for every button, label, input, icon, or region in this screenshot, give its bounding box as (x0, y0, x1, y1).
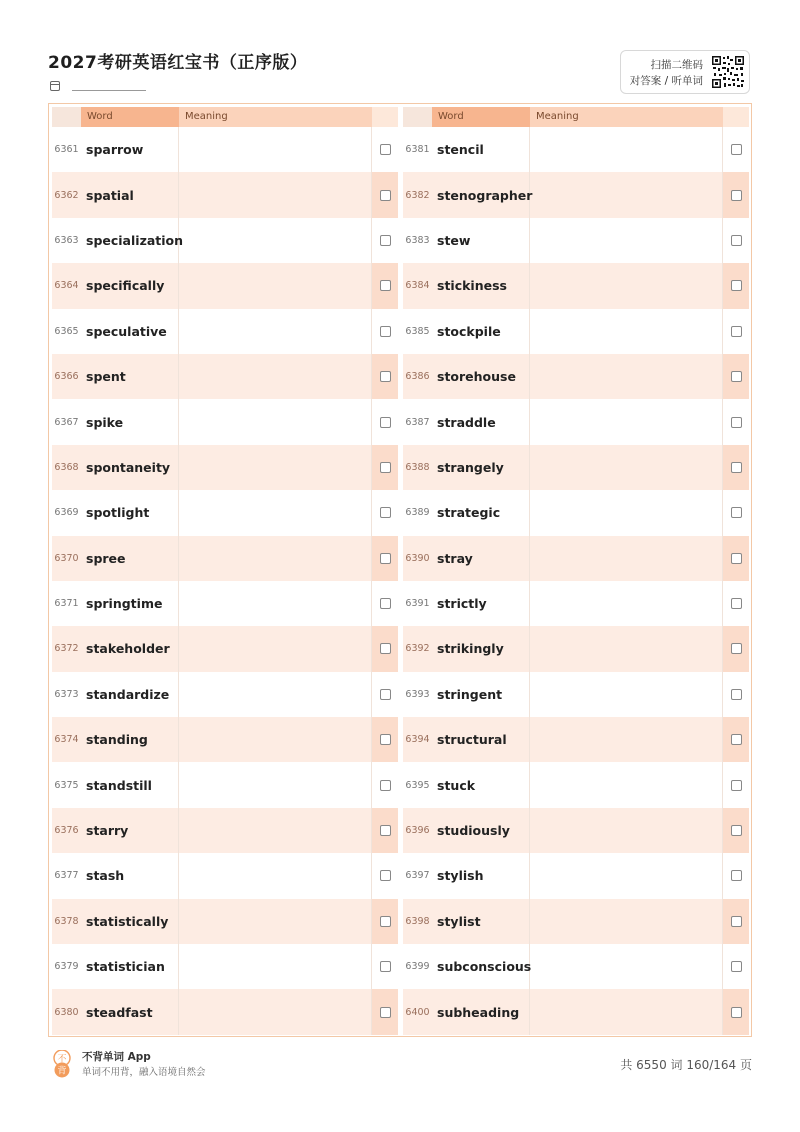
word-number: 6373 (54, 688, 79, 700)
word-number: 6369 (54, 507, 79, 519)
checkbox-icon[interactable] (731, 1007, 742, 1018)
table-row (403, 536, 749, 581)
table-row (52, 989, 398, 1034)
checkbox-icon[interactable] (731, 689, 742, 700)
word-number: 6381 (405, 144, 430, 156)
table-row (403, 218, 749, 263)
footer-slogan: 单词不用背，融入语境自然会 (82, 1067, 206, 1078)
table-row (403, 717, 749, 762)
check-cell (372, 536, 398, 581)
check-cell (723, 490, 749, 535)
word-number: 6379 (54, 961, 79, 973)
meaning-field[interactable] (179, 762, 372, 807)
word-number: 6365 (54, 325, 79, 337)
word-number: 6374 (54, 734, 79, 746)
checkbox-icon[interactable] (380, 507, 391, 518)
header-word: Word (81, 107, 179, 127)
word-text: strangely (432, 445, 530, 490)
checkbox-icon[interactable] (380, 553, 391, 564)
word-text: subconscious (432, 944, 530, 989)
check-cell (372, 672, 398, 717)
table-header (52, 107, 398, 127)
word-number: 6398 (405, 915, 430, 927)
checkbox-icon[interactable] (731, 326, 742, 337)
header-check-cell (723, 107, 749, 127)
page-counter: 共 6550 词 160/164 页 (620, 1058, 752, 1072)
check-cell (723, 218, 749, 263)
word-number: 6378 (54, 915, 79, 927)
table-row (52, 309, 398, 354)
checkbox-icon[interactable] (380, 144, 391, 155)
check-cell (372, 944, 398, 989)
meaning-field[interactable] (530, 808, 723, 853)
check-cell (723, 626, 749, 671)
word-number: 6375 (54, 779, 79, 791)
check-cell (372, 309, 398, 354)
word-number: 6394 (405, 734, 430, 746)
meaning-field[interactable] (530, 581, 723, 626)
table-row (52, 354, 398, 399)
table-row (403, 899, 749, 944)
word-text: steadfast (81, 989, 179, 1034)
word-number: 6400 (405, 1006, 430, 1018)
table-row (403, 127, 749, 172)
table-row (52, 717, 398, 762)
table-header (403, 107, 749, 127)
table-row (403, 309, 749, 354)
check-cell (723, 354, 749, 399)
meaning-field[interactable] (179, 853, 372, 898)
check-cell (372, 581, 398, 626)
check-cell (723, 399, 749, 444)
date-field[interactable] (72, 90, 146, 91)
meaning-field[interactable] (530, 762, 723, 807)
table-row (403, 581, 749, 626)
checkbox-icon[interactable] (731, 280, 742, 291)
check-cell (372, 172, 398, 217)
word-text: statistically (81, 899, 179, 944)
word-number: 6372 (54, 643, 79, 655)
meaning-field[interactable] (179, 172, 372, 217)
word-number: 6391 (405, 598, 430, 610)
check-cell (723, 717, 749, 762)
table-row (403, 762, 749, 807)
checkbox-icon[interactable] (380, 1007, 391, 1018)
word-text: stockpile (432, 309, 530, 354)
word-number: 6388 (405, 461, 430, 473)
word-number: 6370 (54, 552, 79, 564)
table-row (403, 263, 749, 308)
checkbox-icon[interactable] (380, 961, 391, 972)
word-number: 6383 (405, 234, 430, 246)
table-row (52, 127, 398, 172)
word-number: 6371 (54, 598, 79, 610)
word-text: stew (432, 218, 530, 263)
page-title: 2027考研英语红宝书（正序版） (48, 53, 308, 73)
meaning-field[interactable] (179, 672, 372, 717)
word-text: straddle (432, 399, 530, 444)
table-row (52, 853, 398, 898)
checkbox-icon[interactable] (731, 417, 742, 428)
word-number: 6393 (405, 688, 430, 700)
checkbox-icon[interactable] (731, 961, 742, 972)
checkbox-icon[interactable] (731, 371, 742, 382)
meaning-field[interactable] (530, 218, 723, 263)
check-cell (723, 672, 749, 717)
word-number: 6367 (54, 416, 79, 428)
word-number: 6392 (405, 643, 430, 655)
word-number: 6377 (54, 870, 79, 882)
table-row (52, 490, 398, 535)
checkbox-icon[interactable] (380, 190, 391, 201)
meaning-field[interactable] (179, 626, 372, 671)
table-row (52, 399, 398, 444)
word-text: spent (81, 354, 179, 399)
meaning-field[interactable] (530, 445, 723, 490)
word-number: 6361 (54, 144, 79, 156)
word-text: springtime (81, 581, 179, 626)
check-cell (372, 127, 398, 172)
checkbox-icon[interactable] (380, 462, 391, 473)
check-cell (723, 127, 749, 172)
meaning-field[interactable] (530, 899, 723, 944)
checkbox-icon[interactable] (380, 689, 391, 700)
checkbox-icon[interactable] (380, 326, 391, 337)
word-number: 6397 (405, 870, 430, 882)
word-number: 6382 (405, 189, 430, 201)
word-number: 6366 (54, 371, 79, 383)
table-row (403, 853, 749, 898)
checkbox-icon[interactable] (380, 643, 391, 654)
calendar-icon (50, 81, 60, 91)
header-check-cell (372, 107, 398, 127)
check-cell (723, 762, 749, 807)
meaning-field[interactable] (179, 989, 372, 1034)
word-number: 6363 (54, 234, 79, 246)
table-row (52, 808, 398, 853)
check-cell (372, 399, 398, 444)
table-row (52, 581, 398, 626)
table-row (52, 762, 398, 807)
checkbox-icon[interactable] (731, 598, 742, 609)
check-cell (723, 172, 749, 217)
check-cell (372, 354, 398, 399)
check-cell (723, 989, 749, 1034)
word-text: standing (81, 717, 179, 762)
meaning-field[interactable] (530, 717, 723, 762)
checkbox-icon[interactable] (380, 870, 391, 881)
checkbox-icon[interactable] (731, 643, 742, 654)
checkbox-icon[interactable] (731, 916, 742, 927)
table-row (403, 808, 749, 853)
header-num-cell (403, 107, 432, 127)
check-cell (723, 808, 749, 853)
meaning-field[interactable] (530, 399, 723, 444)
table-row (52, 218, 398, 263)
word-text: spatial (81, 172, 179, 217)
word-number: 6380 (54, 1006, 79, 1018)
meaning-field[interactable] (530, 127, 723, 172)
check-cell (372, 263, 398, 308)
word-text: stenographer (432, 172, 530, 217)
checkbox-icon[interactable] (380, 598, 391, 609)
table-row (52, 536, 398, 581)
table-row (52, 445, 398, 490)
table-row (403, 989, 749, 1034)
word-number: 6390 (405, 552, 430, 564)
checkbox-icon[interactable] (731, 235, 742, 246)
check-cell (372, 445, 398, 490)
meaning-field[interactable] (179, 944, 372, 989)
meaning-field[interactable] (179, 490, 372, 535)
word-text: standardize (81, 672, 179, 717)
meaning-field[interactable] (179, 354, 372, 399)
meaning-field[interactable] (179, 309, 372, 354)
meaning-field[interactable] (179, 445, 372, 490)
table-row (403, 490, 749, 535)
table-row (52, 944, 398, 989)
checkbox-icon[interactable] (380, 371, 391, 382)
header-meaning: Meaning (179, 107, 372, 127)
meaning-field[interactable] (179, 127, 372, 172)
table-row (52, 263, 398, 308)
meaning-field[interactable] (179, 218, 372, 263)
word-text: stakeholder (81, 626, 179, 671)
word-text: starry (81, 808, 179, 853)
meaning-field[interactable] (179, 581, 372, 626)
word-text: stash (81, 853, 179, 898)
checkbox-icon[interactable] (731, 870, 742, 881)
checkbox-icon[interactable] (731, 825, 742, 836)
table-row (52, 672, 398, 717)
word-text: strategic (432, 490, 530, 535)
checkbox-icon[interactable] (731, 144, 742, 155)
word-text: strikingly (432, 626, 530, 671)
word-text: spike (81, 399, 179, 444)
footer-app-name: 不背单词 App (82, 1051, 151, 1063)
word-text: spree (81, 536, 179, 581)
word-number: 6395 (405, 779, 430, 791)
check-cell (723, 581, 749, 626)
meaning-field[interactable] (530, 536, 723, 581)
word-text: strictly (432, 581, 530, 626)
word-number: 6385 (405, 325, 430, 337)
date-row (50, 80, 146, 91)
check-cell (372, 762, 398, 807)
word-list-left (52, 127, 398, 1035)
word-number: 6386 (405, 371, 430, 383)
check-cell (723, 309, 749, 354)
word-text: stencil (432, 127, 530, 172)
check-cell (723, 263, 749, 308)
qr-code-icon[interactable] (711, 55, 745, 89)
check-cell (723, 445, 749, 490)
qr-caption (630, 57, 703, 89)
word-text: statistician (81, 944, 179, 989)
check-cell (372, 490, 398, 535)
check-cell (372, 717, 398, 762)
app-logo-icon (52, 1050, 72, 1078)
table-row (52, 899, 398, 944)
meaning-field[interactable] (530, 626, 723, 671)
header-word: Word (432, 107, 530, 127)
word-text: studiously (432, 808, 530, 853)
meaning-field[interactable] (179, 399, 372, 444)
meaning-field[interactable] (530, 172, 723, 217)
word-text: spontaneity (81, 445, 179, 490)
checkbox-icon[interactable] (380, 235, 391, 246)
word-text: stylish (432, 853, 530, 898)
header-meaning: Meaning (530, 107, 723, 127)
word-text: stickiness (432, 263, 530, 308)
word-text: spotlight (81, 490, 179, 535)
check-cell (372, 218, 398, 263)
word-number: 6384 (405, 280, 430, 292)
word-number: 6396 (405, 825, 430, 837)
check-cell (723, 853, 749, 898)
meaning-field[interactable] (530, 853, 723, 898)
word-number: 6389 (405, 507, 430, 519)
meaning-field[interactable] (179, 717, 372, 762)
checkbox-icon[interactable] (380, 734, 391, 745)
meaning-field[interactable] (530, 944, 723, 989)
check-cell (372, 989, 398, 1034)
word-text: stray (432, 536, 530, 581)
checkbox-icon[interactable] (380, 417, 391, 428)
qr-caption-line2: 对答案 / 听单词 (629, 75, 703, 87)
table-row (403, 944, 749, 989)
meaning-field[interactable] (530, 309, 723, 354)
meaning-field[interactable] (530, 263, 723, 308)
meaning-field[interactable] (530, 490, 723, 535)
check-cell (372, 899, 398, 944)
word-text: storehouse (432, 354, 530, 399)
word-text: subheading (432, 989, 530, 1034)
table-row (403, 672, 749, 717)
checkbox-icon[interactable] (731, 507, 742, 518)
meaning-field[interactable] (179, 536, 372, 581)
word-list-right (403, 127, 749, 1035)
word-panel-left (52, 107, 398, 1035)
word-text: sparrow (81, 127, 179, 172)
checkbox-icon[interactable] (731, 734, 742, 745)
checkbox-icon[interactable] (731, 553, 742, 564)
header-num-cell (52, 107, 81, 127)
checkbox-icon[interactable] (380, 916, 391, 927)
word-text: stuck (432, 762, 530, 807)
word-text: structural (432, 717, 530, 762)
table-row (403, 354, 749, 399)
word-text: specialization (81, 218, 179, 263)
word-number: 6364 (54, 280, 79, 292)
meaning-field[interactable] (179, 808, 372, 853)
checkbox-icon[interactable] (731, 190, 742, 201)
table-row (52, 172, 398, 217)
checkbox-icon[interactable] (380, 780, 391, 791)
check-cell (372, 853, 398, 898)
word-number: 6368 (54, 461, 79, 473)
table-row (403, 399, 749, 444)
qr-caption-line1: 扫描二维码 (650, 59, 703, 71)
logo-top-char: 不 (57, 1054, 67, 1065)
table-row (403, 626, 749, 671)
word-number: 6376 (54, 825, 79, 837)
meaning-field[interactable] (530, 354, 723, 399)
checkbox-icon[interactable] (731, 780, 742, 791)
checkbox-icon[interactable] (380, 280, 391, 291)
word-text: standstill (81, 762, 179, 807)
vocabulary-sheet (48, 103, 752, 1037)
logo-bottom-char: 背 (57, 1066, 67, 1077)
checkbox-icon[interactable] (380, 825, 391, 836)
table-row (403, 172, 749, 217)
word-text: stringent (432, 672, 530, 717)
check-cell (372, 808, 398, 853)
check-cell (723, 899, 749, 944)
qr-card (620, 50, 750, 94)
checkbox-icon[interactable] (731, 462, 742, 473)
table-row (52, 626, 398, 671)
word-text: speculative (81, 309, 179, 354)
word-number: 6399 (405, 961, 430, 973)
check-cell (723, 536, 749, 581)
check-cell (723, 944, 749, 989)
word-panel-right (403, 107, 749, 1035)
check-cell (372, 626, 398, 671)
meaning-field[interactable] (179, 899, 372, 944)
table-row (403, 445, 749, 490)
meaning-field[interactable] (179, 263, 372, 308)
word-number: 6387 (405, 416, 430, 428)
word-text: specifically (81, 263, 179, 308)
meaning-field[interactable] (530, 672, 723, 717)
word-text: stylist (432, 899, 530, 944)
word-number: 6362 (54, 189, 79, 201)
meaning-field[interactable] (530, 989, 723, 1034)
